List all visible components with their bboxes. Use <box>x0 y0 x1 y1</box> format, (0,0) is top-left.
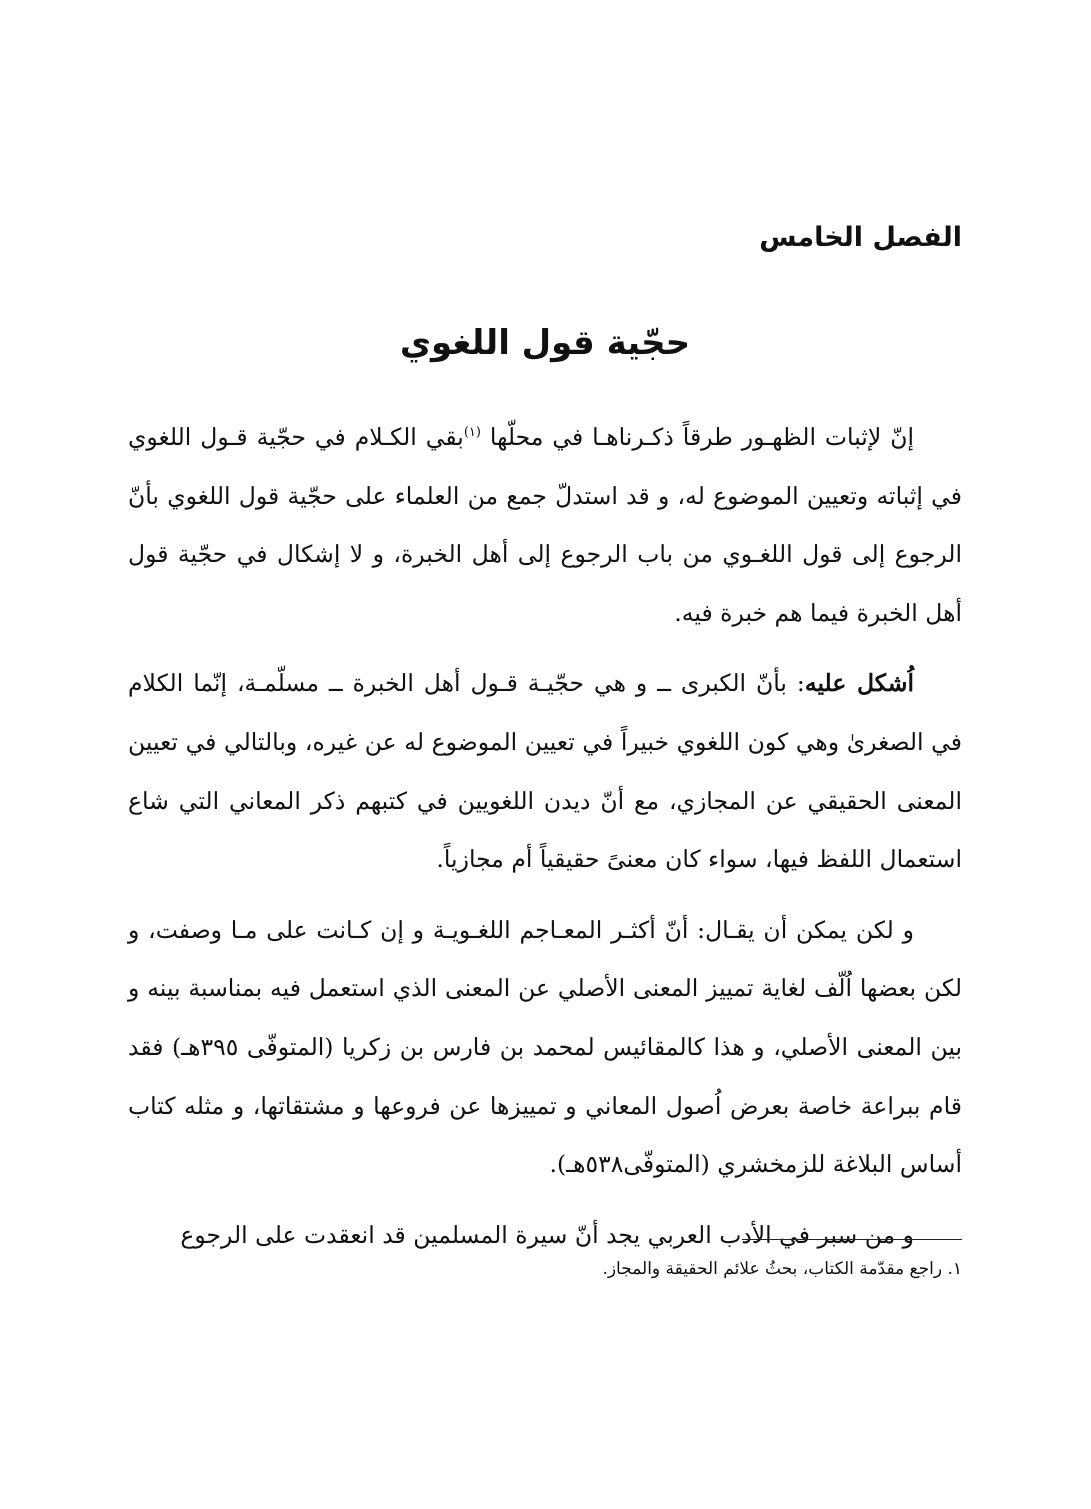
paragraph-1 <box>128 408 962 642</box>
paragraph-2-lead: اُشكل عليه <box>804 669 914 698</box>
body-text <box>128 408 962 1276</box>
document-page <box>128 0 962 1509</box>
chapter-title: حجّية قول اللغوي <box>399 323 691 363</box>
paragraph-1-start: إنّ لإثبات الظهـور طرقاً ذكـرناهـا في محلّها <box>480 423 914 451</box>
footnote-reference: (١) <box>463 425 481 441</box>
paragraph-1-rest: بقي الكـلام في حجّية قـول اللغوي في إثباته وتعيين الموضوع له، و قد استدلّ جمع من العلماء على حجّية قول اللغوي بأنّ الرجوع إلى قول اللغـوي من باب الرجوع إلى أهل الخبرة، و لا إشكال في حجّية قول أهل الخبرة فيما هم خبرة فيه. <box>128 423 962 627</box>
paragraph-4: و من سبر في الأدب العربي يجد أنّ سيرة المسلمين قد انعقدت على الرجوع <box>180 1220 914 1249</box>
footnote: ١. راجع مقدّمة الكتاب، بحثُ علائم الحقيقة والمجاز. <box>602 1259 962 1279</box>
paragraph-2-text: : بأنّ الكبرى ــ و هي حجّيـة قـول أهل الخبرة ــ مسلّمـة، إنّما الكلام في الصغرىٰ وهي كون اللغوي خبيراً في تعيين الموضوع له عن غيره، وبالتالي في تعيين المعنى الحقيقي عن المجازي، مع أنّ ديدن اللغويين في كتبهم ذكر المعاني التي شاع استعمال اللفظ فيها، سواء كان معنىً حقيقياً أم مجازياً. <box>128 669 962 874</box>
paragraph-3: و لكن يمكن أن يقـال: أنّ أكثـر المعـاجم اللغـويـة و إن كـانت على مـا وصفت، و لكن بعضها اُلّف لغاية تمييز المعنى الأصلي عن المعنى الذي استعمل فيه بمناسبة بينه و بين المعنى الأصلي، و هذا كالمقائيس لمحمد بن فارس بن زكريا (المتوفّى ٣٩٥هـ) فقد قام ببراعة خاصة بعرض اُصول المعاني و تمييزها عن فروعها و مشتقاتها، و مثله كتاب أساس البلاغة للزمخشري (المتوفّى٥٣٨هـ). <box>128 915 963 1179</box>
footnote-divider <box>742 1239 962 1240</box>
chapter-label: الفصل الخامس <box>759 222 962 253</box>
paragraph-2 <box>128 654 962 888</box>
